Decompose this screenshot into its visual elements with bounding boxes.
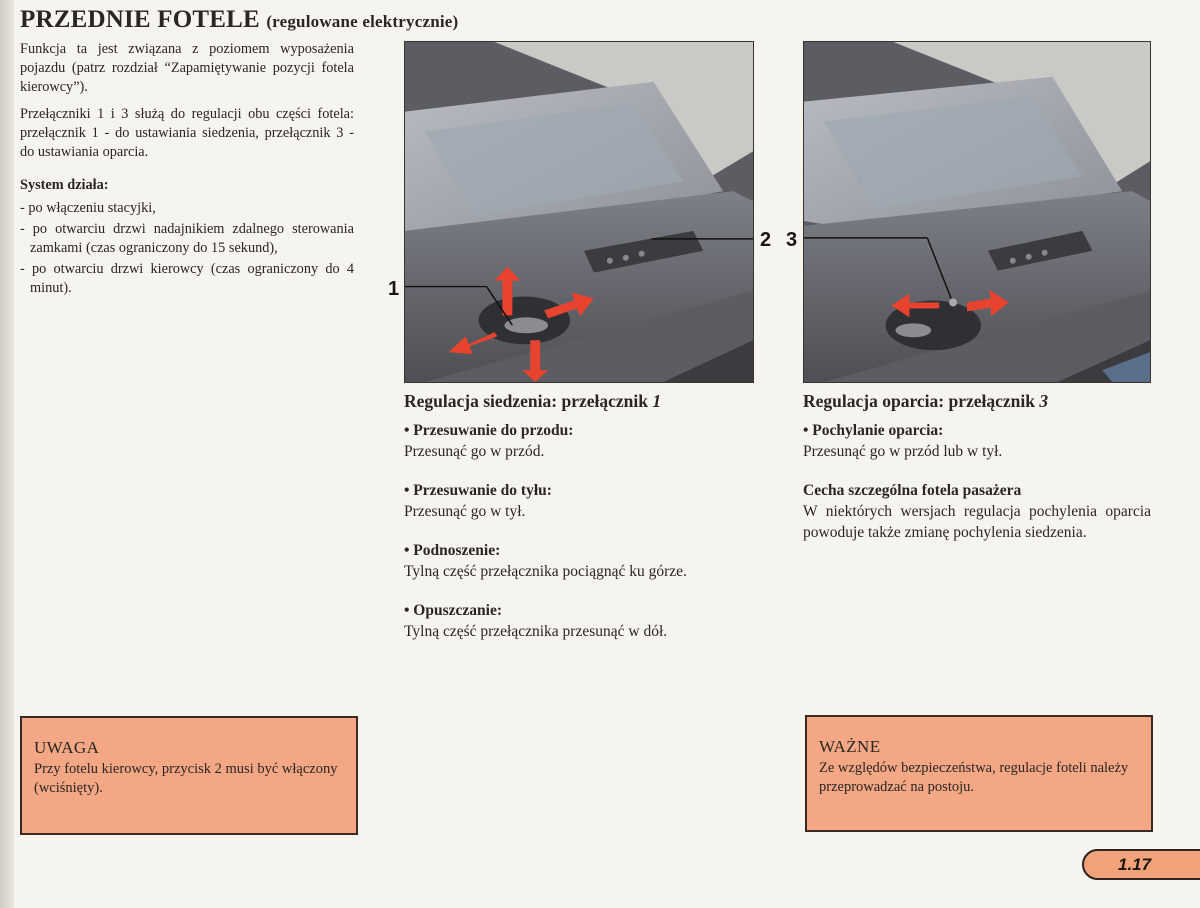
item-text: Przesunąć go w przód lub w tył.	[803, 443, 1003, 460]
list-item: - po otwarciu drzwi nadajnikiem zdalnego sterowania zamkami (czas ograniczony do 15 sekund),	[20, 221, 354, 256]
item-heading: • Podnoszenie:	[404, 542, 501, 559]
list-item	[404, 480, 752, 522]
title-main: PRZEDNIE FOTELE	[20, 6, 260, 33]
section-title-number: 3	[1039, 391, 1049, 411]
item-heading: • Przesuwanie do przodu:	[404, 422, 574, 439]
list-item	[803, 480, 1151, 543]
seat-section-title	[404, 391, 752, 412]
callout-switch-3: 3	[786, 229, 798, 251]
item-heading: • Przesuwanie do tyłu:	[404, 482, 552, 499]
note-text: Przy fotelu kierowcy, przycisk 2 musi być włączony (wciśnięty).	[34, 761, 338, 796]
item-text: Tylną część przełącznika przesunąć w dół.	[404, 623, 668, 640]
warning-note	[20, 716, 358, 835]
callout-button-2: 2	[760, 229, 772, 251]
page-number-badge: 1.17	[1082, 849, 1200, 880]
note-heading: WAŻNE	[819, 737, 881, 756]
list-item: - po otwarciu drzwi kierowcy (czas ograniczony do 4 minut).	[20, 261, 354, 296]
seat-illustration	[405, 42, 753, 382]
section-title-text: Regulacja siedzenia: przełącznik	[404, 391, 648, 411]
callout-switch-1: 1	[388, 278, 400, 300]
seat-adjustment-section	[404, 391, 752, 660]
item-heading: • Pochylanie oparcia:	[803, 422, 944, 439]
section-title-text: Regulacja oparcia: przełącznik	[803, 391, 1035, 411]
list-item: - po włączeniu stacyjki,	[20, 200, 156, 216]
note-heading: UWAGA	[34, 738, 100, 757]
intro-paragraph-2: Przełączniki 1 i 3 służą do regulacji obu części fotela: przełącznik 1 - do ustawiania siedzenia, przełącznik 3 - do ustawiania oparcia.	[20, 106, 354, 160]
item-text: Przesunąć go w przód.	[404, 443, 545, 460]
item-heading: Cecha szczególna fotela pasażera	[803, 482, 1022, 499]
system-list	[20, 199, 354, 298]
item-heading: • Opuszczanie:	[404, 602, 502, 619]
item-text: W niektórych wersjach regulacja pochylenia oparcia powoduje także zmianę pochylenia siedzenia.	[803, 503, 1151, 541]
page-binding-edge	[0, 0, 14, 908]
item-text: Przesunąć go w tył.	[404, 503, 526, 520]
item-text: Tylną część przełącznika pociągnąć ku górze.	[404, 563, 687, 580]
intro-paragraph-1: Funkcja ta jest związana z poziomem wyposażenia pojazdu (patrz rozdział “Zapamiętywanie pozycji fotela kierowcy”).	[20, 41, 354, 95]
backrest-section-title	[803, 391, 1151, 412]
list-item	[404, 420, 752, 462]
page-title	[20, 6, 458, 34]
list-item	[404, 600, 752, 642]
intro-column	[20, 40, 354, 300]
backrest-adjustment-section	[803, 391, 1151, 561]
note-text: Ze względów bezpieczeństwa, regulacje foteli należy przeprowadzać na postoju.	[819, 760, 1129, 795]
system-heading: System działa:	[20, 177, 109, 193]
title-subtitle: (regulowane elektrycznie)	[266, 12, 459, 31]
list-item	[404, 540, 752, 582]
backrest-illustration	[804, 42, 1150, 382]
seat-switch-photo	[404, 41, 754, 383]
list-item	[803, 420, 1151, 462]
important-note	[805, 715, 1153, 832]
backrest-switch-photo	[803, 41, 1151, 383]
section-title-number: 1	[652, 391, 662, 411]
